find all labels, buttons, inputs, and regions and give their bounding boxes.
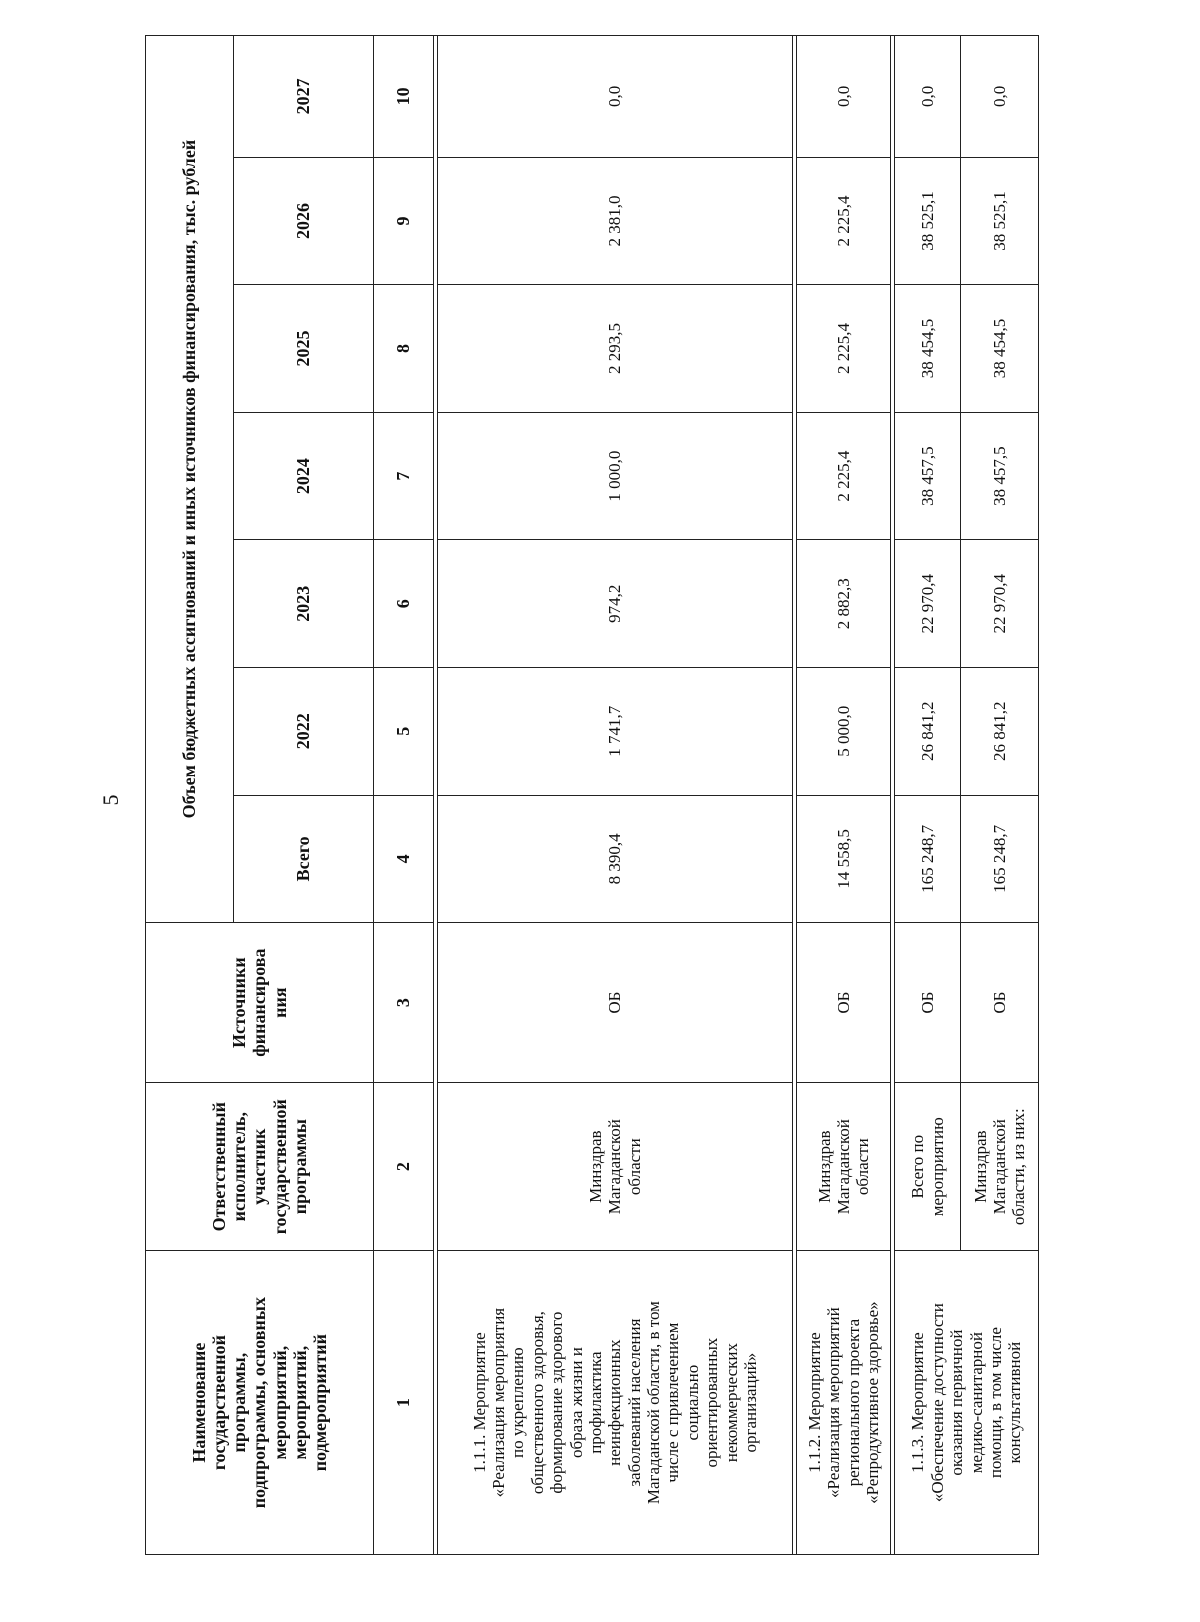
column-number: 6 [374, 540, 434, 668]
row-executor: Всего по мероприятию [895, 1083, 961, 1251]
row-name: 1.1.1. Мероприятие «Реализация мероприятия по укреплению общественного здоровья, формирование здорового образа жизни и профилактика неинфекционных заболеваний населения Магаданской области, в том числе с привлечением социально ориентированных некоммерческих организаций» [438, 1251, 793, 1555]
row-value-2027: 0,0 [797, 36, 891, 158]
row-source: ОБ [797, 923, 891, 1083]
header-year-2022: 2022 [234, 667, 374, 795]
row-value-2025: 38 454,5 [895, 285, 961, 413]
column-number: 4 [374, 795, 434, 923]
row-total: 165 248,7 [961, 795, 1039, 923]
row-source: ОБ [895, 923, 961, 1083]
row-value-2024: 38 457,5 [895, 412, 961, 540]
row-total: 8 390,4 [438, 795, 793, 923]
header-total: Всего [234, 795, 374, 923]
row-source: ОБ [438, 923, 793, 1083]
table-row [438, 36, 793, 1555]
row-value-2025: 38 454,5 [961, 285, 1039, 413]
header-year-2027: 2027 [234, 36, 374, 158]
header-year-2025: 2025 [234, 285, 374, 413]
row-total: 165 248,7 [895, 795, 961, 923]
row-value-2024: 38 457,5 [961, 412, 1039, 540]
row-executor: Минздрав Магаданской области [438, 1083, 793, 1251]
table-row [895, 36, 961, 1555]
header-executor: Ответственный исполнитель, участник государственной программы [146, 1083, 374, 1251]
row-value-2023: 22 970,4 [895, 540, 961, 668]
header-year-2026: 2026 [234, 157, 374, 285]
row-value-2024: 2 225,4 [797, 412, 891, 540]
column-number: 8 [374, 285, 434, 413]
column-number: 2 [374, 1083, 434, 1251]
row-total: 14 558,5 [797, 795, 891, 923]
column-number: 10 [374, 36, 434, 158]
table-row [797, 36, 891, 1555]
header-year-2023: 2023 [234, 540, 374, 668]
header-funding-group: Объем бюджетных ассигнований и иных источников финансирования, тыс. рублей [146, 36, 234, 923]
header-name: Наименование государственной программы, подпрограммы, основных мероприятий, мероприятий, подмероприятий [146, 1251, 374, 1555]
row-value-2022: 26 841,2 [961, 667, 1039, 795]
column-number: 3 [374, 923, 434, 1083]
row-value-2026: 2 381,0 [438, 157, 793, 285]
row-value-2026: 38 525,1 [961, 157, 1039, 285]
row-value-2027: 0,0 [438, 36, 793, 158]
header-source: Источники финансирова ния [146, 923, 374, 1083]
row-value-2026: 38 525,1 [895, 157, 961, 285]
column-number: 5 [374, 667, 434, 795]
row-executor: Минздрав Магаданской области [797, 1083, 891, 1251]
row-value-2027: 0,0 [961, 36, 1039, 158]
row-executor: Минздрав Магаданской области, из них: [961, 1083, 1039, 1251]
row-value-2022: 1 741,7 [438, 667, 793, 795]
row-name: 1.1.2. Мероприятие «Реализация мероприятий регионального проекта «Репродуктивное здоровье» [797, 1251, 891, 1555]
column-number: 7 [374, 412, 434, 540]
page-number: 5 [98, 794, 123, 806]
row-value-2027: 0,0 [895, 36, 961, 158]
row-source: ОБ [961, 923, 1039, 1083]
row-value-2025: 2 225,4 [797, 285, 891, 413]
funding-table [145, 35, 1039, 1555]
row-value-2026: 2 225,4 [797, 157, 891, 285]
row-value-2022: 5 000,0 [797, 667, 891, 795]
column-number: 1 [374, 1251, 434, 1555]
row-name: 1.1.3. Мероприятие «Обеспечение доступности оказания первичной медико-санитарной помощи, в том числе консультативной [895, 1251, 1039, 1555]
row-value-2023: 2 882,3 [797, 540, 891, 668]
row-value-2024: 1 000,0 [438, 412, 793, 540]
row-value-2023: 974,2 [438, 540, 793, 668]
rotated-table-wrapper [145, 35, 1029, 1555]
row-value-2022: 26 841,2 [895, 667, 961, 795]
header-year-2024: 2024 [234, 412, 374, 540]
column-number: 9 [374, 157, 434, 285]
row-value-2023: 22 970,4 [961, 540, 1039, 668]
column-number-row [374, 36, 434, 1555]
row-value-2025: 2 293,5 [438, 285, 793, 413]
